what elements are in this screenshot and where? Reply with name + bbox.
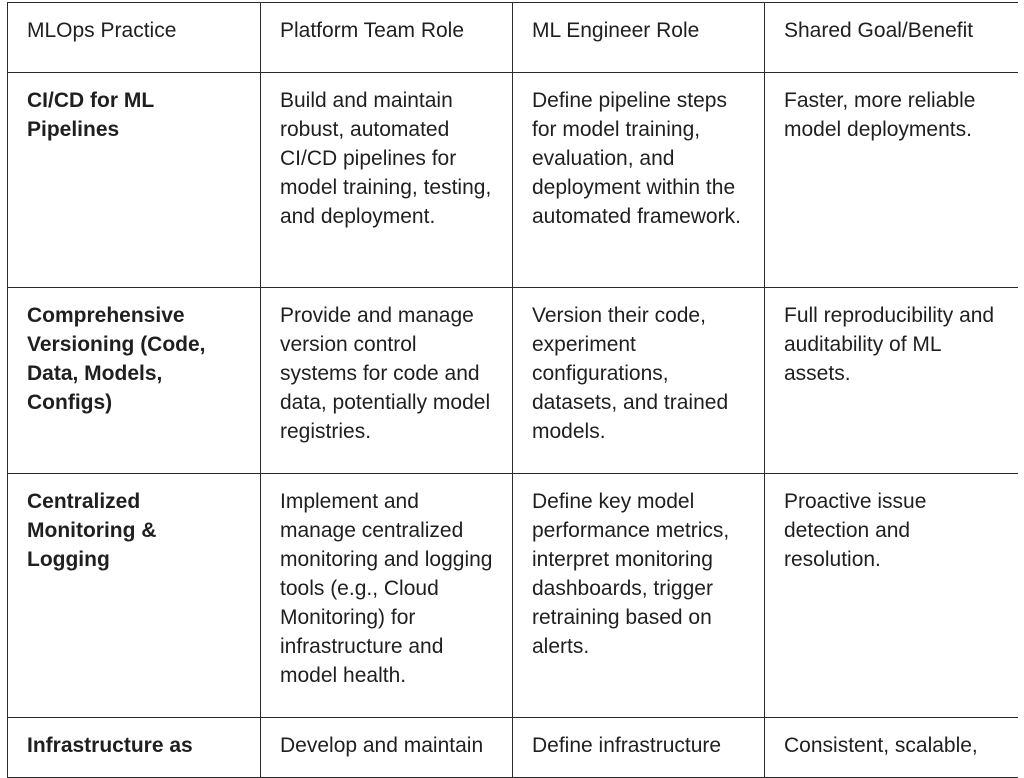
table-row	[8, 73, 1019, 288]
table-row	[8, 474, 1019, 718]
engineer-role-cell: Version their code, experiment configurations, datasets, and trained models.	[513, 288, 765, 474]
platform-role-cell: Develop and maintain	[261, 718, 513, 778]
table-row	[8, 288, 1019, 474]
header-mlops-practice: MLOps Practice	[8, 3, 261, 73]
engineer-role-cell: Define infrastructure	[513, 718, 765, 778]
mlops-roles-table	[7, 2, 1018, 778]
header-shared-goal: Shared Goal/Benefit	[765, 3, 1019, 73]
table-body	[8, 73, 1019, 778]
practice-cell: Comprehensive Versioning (Code, Data, Models, Configs)	[8, 288, 261, 474]
platform-role-cell: Implement and manage centralized monitoring and logging tools (e.g., Cloud Monitoring) for infrastructure and model health.	[261, 474, 513, 718]
engineer-role-cell: Define pipeline steps for model training, evaluation, and deployment within the automated framework.	[513, 73, 765, 288]
engineer-role-cell: Define key model performance metrics, interpret monitoring dashboards, trigger retraining based on alerts.	[513, 474, 765, 718]
header-platform-team-role: Platform Team Role	[261, 3, 513, 73]
mlops-table-container	[7, 2, 1018, 778]
table-row	[8, 718, 1019, 778]
practice-cell: Centralized Monitoring & Logging	[8, 474, 261, 718]
shared-goal-cell: Proactive issue detection and resolution.	[765, 474, 1019, 718]
platform-role-cell: Build and maintain robust, automated CI/CD pipelines for model training, testing, and deployment.	[261, 73, 513, 288]
practice-cell: Infrastructure as	[8, 718, 261, 778]
platform-role-cell: Provide and manage version control systems for code and data, potentially model registries.	[261, 288, 513, 474]
shared-goal-cell: Faster, more reliable model deployments.	[765, 73, 1019, 288]
table-header	[8, 3, 1019, 73]
shared-goal-cell: Consistent, scalable,	[765, 718, 1019, 778]
header-row	[8, 3, 1019, 73]
shared-goal-cell: Full reproducibility and auditability of ML assets.	[765, 288, 1019, 474]
practice-cell: CI/CD for ML Pipelines	[8, 73, 261, 288]
header-ml-engineer-role: ML Engineer Role	[513, 3, 765, 73]
